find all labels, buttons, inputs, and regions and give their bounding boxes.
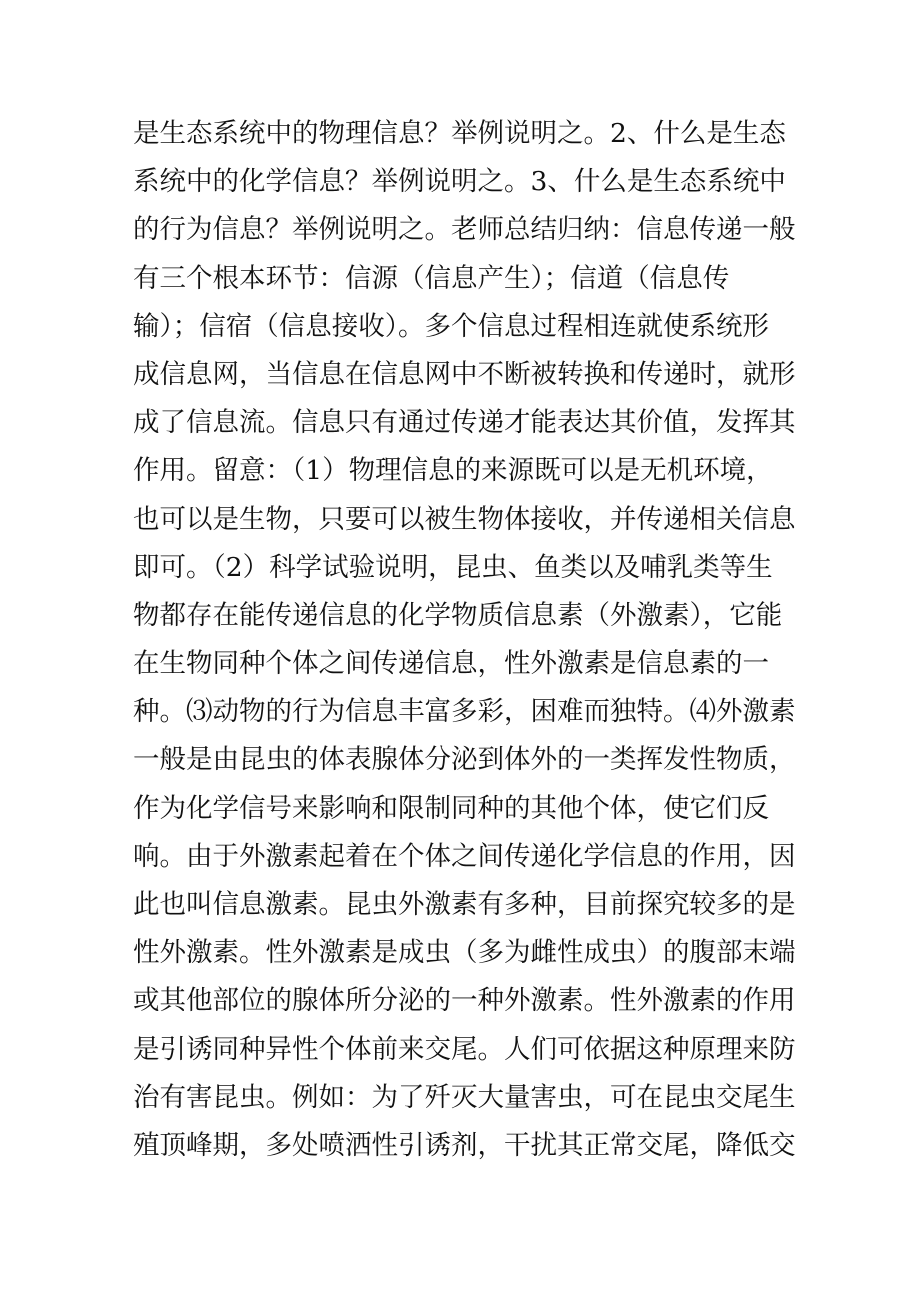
text-line: 是引诱同种异性个体前来交尾。人们可依据这种原理来防 — [133, 1033, 796, 1065]
text-line: 成了信息流。信息只有通过传递才能表达其价值，发挥其 — [133, 407, 796, 439]
text-line: 成信息网，当信息在信息网中不断被转换和传递时，就形 — [133, 358, 796, 390]
text-line: 作用。留意：（1）物理信息的来源既可以是无机环境， — [133, 455, 773, 487]
text-line: 有三个根本环节：信源（信息产生）；信道（信息传 — [133, 262, 730, 294]
body-text — [133, 110, 798, 1170]
text-line: 作为化学信号来影响和限制同种的其他个体，使它们反 — [133, 792, 769, 824]
text-line: 的行为信息？举例说明之。老师总结归纳：信息传递一般 — [133, 214, 796, 246]
text-line: 在生物同种个体之间传递信息，性外激素是信息素的一 — [133, 648, 769, 680]
text-line: 此也叫信息激素。昆虫外激素有多种，目前探究较多的是 — [133, 889, 796, 920]
text-line: 也可以是生物，只要可以被生物体接收，并传递相关信息 — [133, 503, 796, 535]
text-line: 是生态系统中的物理信息？举例说明之。2、什么是生态 — [133, 118, 786, 149]
text-line: 种。⑶动物的行为信息丰富多彩，困难而独特。⑷外激素 — [133, 696, 796, 728]
text-line: 治有害昆虫。例如：为了歼灭大量害虫，可在昆虫交尾生 — [133, 1081, 796, 1113]
text-line: 或其他部位的腺体所分泌的一种外激素。性外激素的作用 — [133, 985, 796, 1017]
text-line: 即可。（2）科学试验说明，昆虫、鱼类以及哺乳类等生 — [133, 551, 773, 583]
text-line: 系统中的化学信息？举例说明之。3、什么是生态系统中 — [133, 166, 786, 198]
text-line: 性外激素。性外激素是成虫（多为雌性成虫）的腹部末端 — [133, 937, 796, 969]
text-line: 殖顶峰期，多处喷洒性引诱剂，干扰其正常交尾，降低交 — [133, 1129, 796, 1161]
text-line: 物都存在能传递信息的化学物质信息素（外激素），它能 — [133, 599, 783, 631]
text-line: 响。由于外激素起着在个体之间传递化学信息的作用，因 — [133, 840, 796, 872]
text-line: 输）；信宿（信息接收）。多个信息过程相连就使系统形 — [133, 310, 769, 342]
text-line: 一般是由昆虫的体表腺体分泌到体外的一类挥发性物质， — [133, 744, 796, 776]
